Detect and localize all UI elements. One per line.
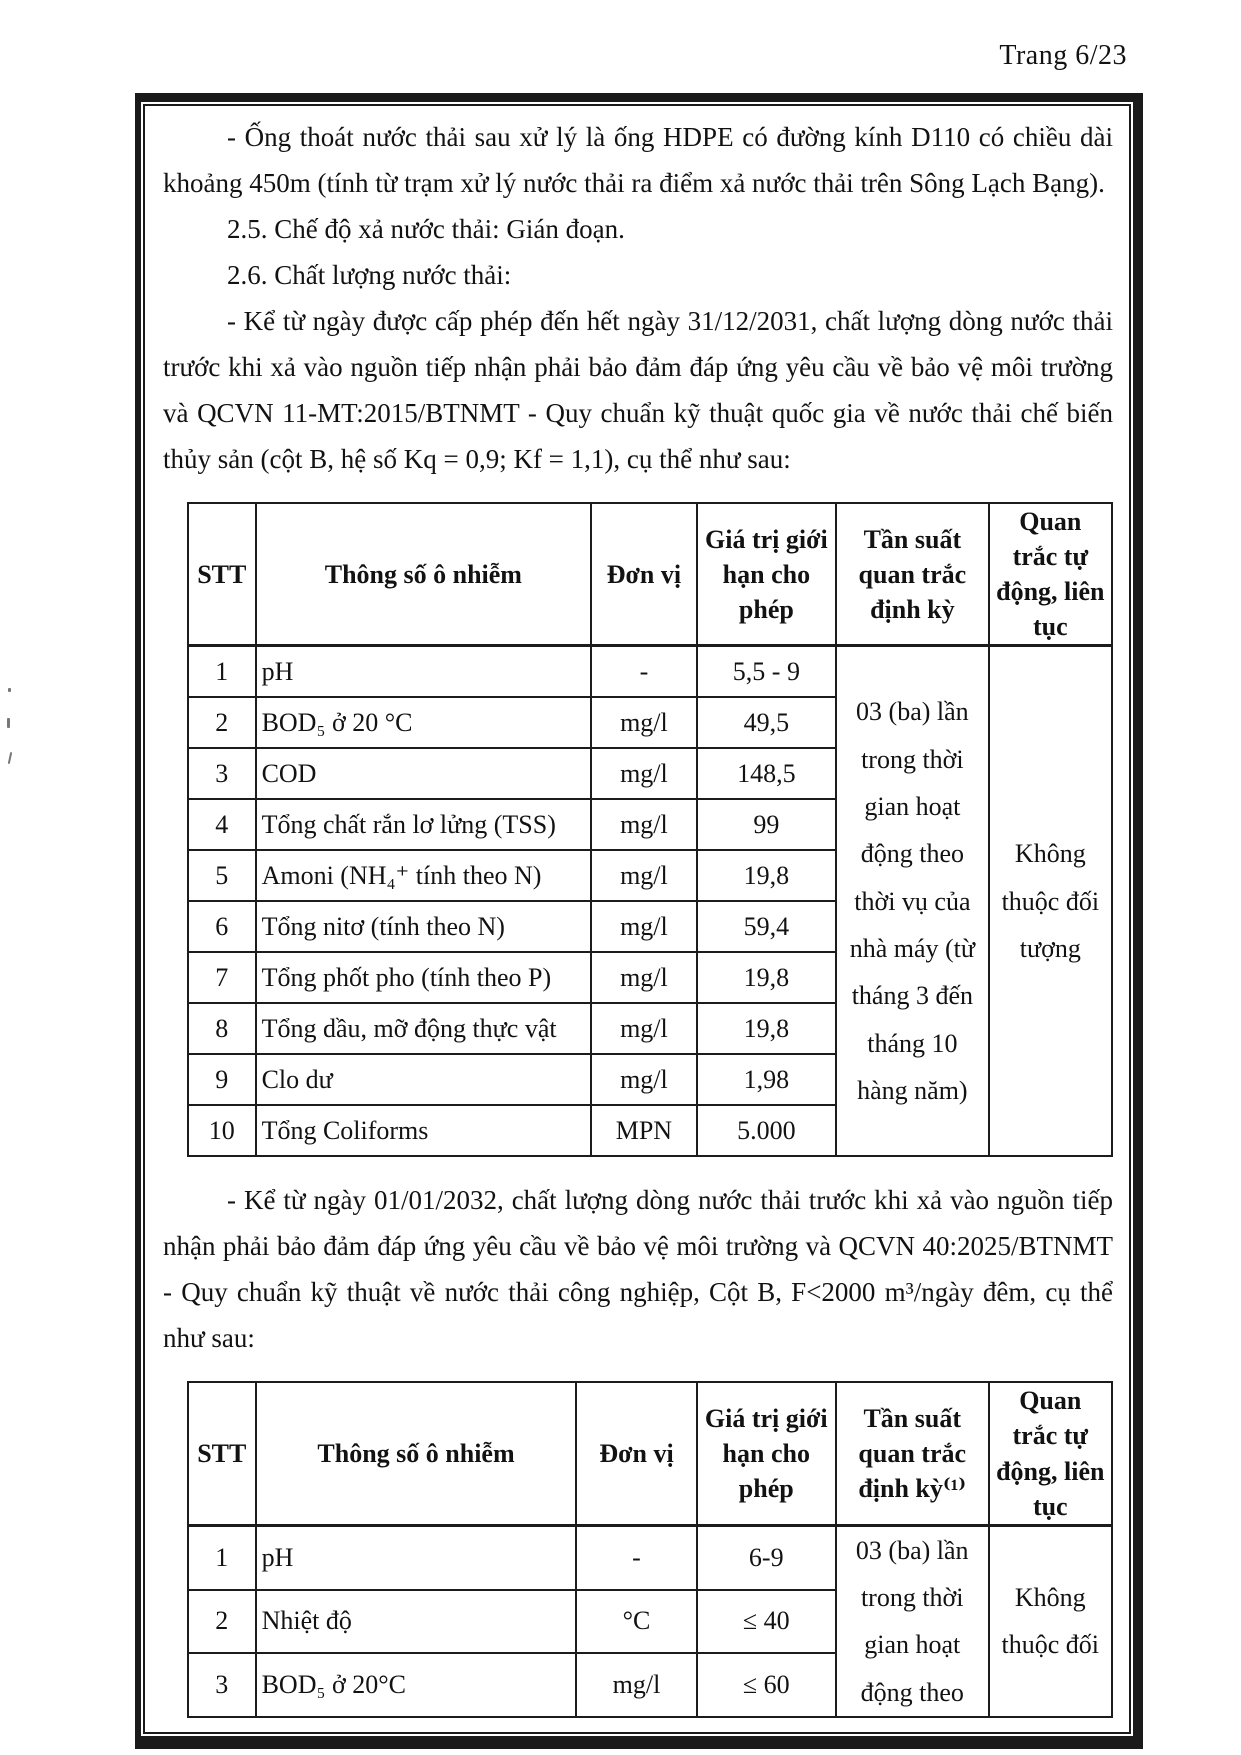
stt-cell: 3 (188, 748, 256, 799)
limit-cell: 99 (697, 799, 836, 850)
header-stt: STT (188, 1382, 256, 1525)
limit-cell: ≤ 40 (697, 1590, 836, 1654)
auto-monitoring-merged-cell: Không thuộc đối tượng (989, 646, 1112, 1157)
limit-cell: ≤ 60 (697, 1653, 836, 1717)
unit-cell: mg/l (591, 748, 697, 799)
discharge-limits-table-2025 (187, 1381, 1113, 1718)
param-cell: pH (256, 646, 592, 698)
unit-cell: mg/l (576, 1653, 696, 1717)
stt-cell: 9 (188, 1054, 256, 1105)
scan-speck (8, 752, 12, 764)
table-header (188, 503, 1112, 646)
document-frame (135, 93, 1143, 1749)
stt-cell: 4 (188, 799, 256, 850)
header-param: Thông số ô nhiễm (256, 503, 592, 646)
stt-cell: 7 (188, 952, 256, 1003)
discharge-limits-table-2015 (187, 502, 1113, 1157)
frequency-merged-cell: 03 (ba) lần trong thời gian hoạt động theo (836, 1525, 989, 1717)
table-header (188, 1382, 1112, 1525)
header-frequency: Tần suất quan trắc định kỳ (836, 503, 989, 646)
limit-cell: 5.000 (697, 1105, 836, 1156)
limit-cell: 19,8 (697, 1003, 836, 1054)
header-frequency: Tần suất quan trắc định kỳ⁽¹⁾ (836, 1382, 989, 1525)
header-auto-monitoring: Quan trắc tự động, liên tục (989, 503, 1112, 646)
unit-cell: mg/l (591, 1054, 697, 1105)
auto-monitoring-merged-cell: Không thuộc đối (989, 1525, 1112, 1717)
header-limit: Giá trị giới hạn cho phép (697, 1382, 836, 1525)
paragraph-qcvn-2015: - Kể từ ngày được cấp phép đến hết ngày 31/12/2031, chất lượng dòng nước thải trước khi xả vào nguồn tiếp nhận phải bảo đảm đáp ứng yêu cầu về bảo vệ môi trường và QCVN 11-MT:2015/BTNMT - Quy chuẩn kỹ thuật quốc gia về nước thải chế biến thủy sản (cột B, hệ số Kq = 0,9; Kf = 1,1), cụ thể như sau: (163, 306, 1113, 474)
unit-cell: - (591, 646, 697, 698)
param-cell: Tổng Coliforms (256, 1105, 592, 1156)
limit-cell: 19,8 (697, 952, 836, 1003)
header-auto-monitoring: Quan trắc tự động, liên tục (989, 1382, 1112, 1525)
header-param: Thông số ô nhiễm (256, 1382, 577, 1525)
paragraph-outlet-pipe: - Ống thoát nước thải sau xử lý là ống HDPE có đường kính D110 có chiều dài khoảng 450m (tính từ trạm xử lý nước thải ra điểm xả nước thải trên Sông Lạch Bạng). (163, 122, 1113, 198)
limit-cell: 6-9 (697, 1525, 836, 1589)
limit-cell: 5,5 - 9 (697, 646, 836, 698)
unit-cell: MPN (591, 1105, 697, 1156)
param-cell: BOD₅ ở 20 °C (256, 697, 592, 748)
param-cell: Nhiệt độ (256, 1590, 577, 1654)
stt-cell: 6 (188, 901, 256, 952)
stt-cell: 1 (188, 646, 256, 698)
unit-cell: mg/l (591, 850, 697, 901)
param-cell: pH (256, 1525, 577, 1589)
table-row (188, 1525, 1112, 1589)
paragraph-qcvn-2025: - Kể từ ngày 01/01/2032, chất lượng dòng nước thải trước khi xả vào nguồn tiếp nhận phải bảo đảm đáp ứng yêu cầu về bảo vệ môi trường và QCVN 40:2025/BTNMT - Quy chuẩn kỹ thuật về nước thải công nghiệp, Cột B, F<2000 m³/ngày đêm, cụ thể như sau: (163, 1185, 1113, 1354)
header-stt: STT (188, 503, 256, 646)
unit-cell: - (576, 1525, 696, 1589)
table-row (188, 646, 1112, 698)
stt-cell: 8 (188, 1003, 256, 1054)
param-cell: Tổng chất rắn lơ lửng (TSS) (256, 799, 592, 850)
param-cell: Tổng dầu, mỡ động thực vật (256, 1003, 592, 1054)
unit-cell: mg/l (591, 1003, 697, 1054)
header-limit: Giá trị giới hạn cho phép (697, 503, 836, 646)
scan-speck (8, 688, 11, 692)
paragraph-discharge-mode: 2.5. Chế độ xả nước thải: Gián đoạn. (227, 214, 625, 244)
unit-cell: mg/l (591, 799, 697, 850)
limit-cell: 148,5 (697, 748, 836, 799)
unit-cell: mg/l (591, 697, 697, 748)
limit-cell: 59,4 (697, 901, 836, 952)
param-cell: BOD₅ ở 20°C (256, 1653, 577, 1717)
stt-cell: 2 (188, 1590, 256, 1654)
limit-cell: 1,98 (697, 1054, 836, 1105)
page-number: Trang 6/23 (999, 40, 1127, 71)
unit-cell: mg/l (591, 952, 697, 1003)
limit-cell: 19,8 (697, 850, 836, 901)
scan-speck (7, 718, 10, 728)
stt-cell: 2 (188, 697, 256, 748)
unit-cell: °C (576, 1590, 696, 1654)
stt-cell: 5 (188, 850, 256, 901)
frequency-merged-cell: 03 (ba) lần trong thời gian hoạt động theo thời vụ của nhà máy (từ tháng 3 đến tháng 10 hàng năm) (836, 646, 989, 1157)
unit-cell: mg/l (591, 901, 697, 952)
stt-cell: 1 (188, 1525, 256, 1589)
header-unit: Đơn vị (576, 1382, 696, 1525)
param-cell: Amoni (NH₄⁺ tính theo N) (256, 850, 592, 901)
param-cell: Tổng phốt pho (tính theo P) (256, 952, 592, 1003)
stt-cell: 3 (188, 1653, 256, 1717)
document-content (143, 104, 1131, 1734)
param-cell: Tổng nitơ (tính theo N) (256, 901, 592, 952)
header-unit: Đơn vị (591, 503, 697, 646)
param-cell: COD (256, 748, 592, 799)
paragraph-water-quality-heading: 2.6. Chất lượng nước thải: (227, 260, 512, 290)
limit-cell: 49,5 (697, 697, 836, 748)
param-cell: Clo dư (256, 1054, 592, 1105)
stt-cell: 10 (188, 1105, 256, 1156)
